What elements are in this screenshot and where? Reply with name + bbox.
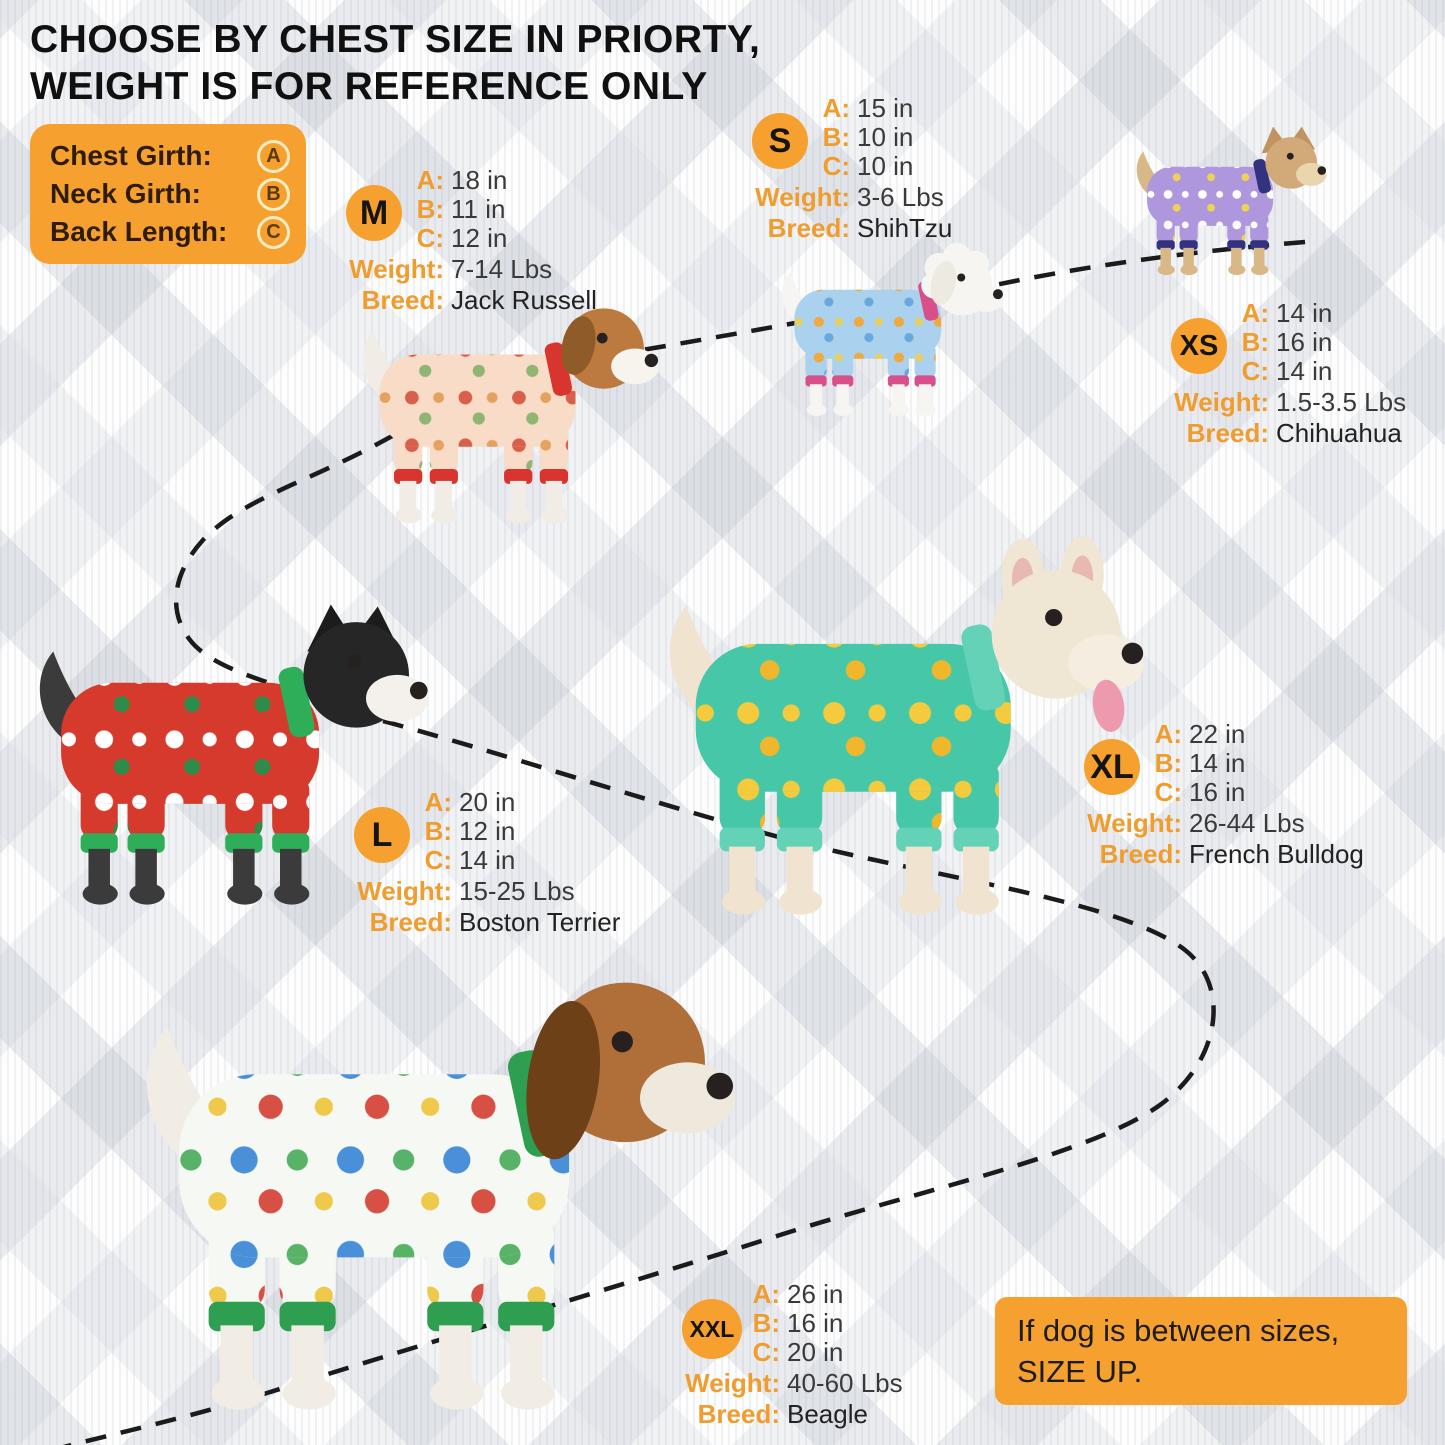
circled-b-icon: B bbox=[257, 178, 290, 211]
weight-label: Weight: bbox=[1174, 387, 1269, 417]
neck-value: 14 in bbox=[1189, 748, 1246, 778]
weight-label: Weight: bbox=[357, 876, 452, 906]
neck-value: 12 in bbox=[459, 816, 516, 846]
breed-value: Beagle bbox=[787, 1399, 868, 1429]
breed-label: Breed: bbox=[369, 907, 452, 937]
size-up-note bbox=[995, 1297, 1407, 1405]
chest-label: A: bbox=[416, 165, 444, 195]
chest-label: A: bbox=[1154, 719, 1182, 749]
chest-value: 26 in bbox=[787, 1279, 844, 1309]
chest-value: 18 in bbox=[451, 165, 508, 195]
chest-label: A: bbox=[822, 93, 850, 123]
weight-label: Weight: bbox=[1087, 808, 1182, 838]
chest-value: 15 in bbox=[857, 93, 914, 123]
weight-value: 40-60 Lbs bbox=[787, 1368, 903, 1398]
neck-label: B: bbox=[822, 122, 850, 152]
back-value: 20 in bbox=[787, 1337, 844, 1367]
back-label: C: bbox=[416, 223, 444, 253]
legend-label-neck: Neck Girth: bbox=[50, 178, 201, 209]
size-badge-xl: XL bbox=[1084, 739, 1140, 795]
weight-label: Weight: bbox=[755, 182, 850, 212]
size-badge-xs: XS bbox=[1171, 318, 1227, 374]
note-line-2: SIZE UP. bbox=[1017, 1354, 1143, 1389]
neck-label: B: bbox=[424, 816, 452, 846]
chest-value: 20 in bbox=[459, 787, 516, 817]
breed-value: Chihuahua bbox=[1276, 418, 1402, 448]
neck-label: B: bbox=[416, 194, 444, 224]
breed-label: Breed: bbox=[1186, 418, 1269, 448]
circled-a-icon: A bbox=[257, 140, 290, 173]
chest-value: 22 in bbox=[1189, 719, 1246, 749]
size-info-xxl bbox=[668, 1279, 903, 1428]
legend-row-chest bbox=[50, 137, 290, 175]
breed-value: ShihTzu bbox=[857, 213, 953, 243]
neck-value: 16 in bbox=[787, 1308, 844, 1338]
weight-value: 15-25 Lbs bbox=[459, 876, 575, 906]
dog-illustration-chihuahua bbox=[1128, 112, 1338, 294]
breed-label: Breed: bbox=[767, 213, 850, 243]
page-title bbox=[30, 16, 760, 110]
weight-value: 3-6 Lbs bbox=[857, 182, 944, 212]
breed-label: Breed: bbox=[361, 285, 444, 315]
back-value: 16 in bbox=[1189, 777, 1246, 807]
measurement-legend bbox=[30, 124, 306, 264]
back-value: 12 in bbox=[451, 223, 508, 253]
neck-value: 10 in bbox=[857, 122, 914, 152]
breed-value: Boston Terrier bbox=[459, 907, 621, 937]
back-label: C: bbox=[822, 151, 850, 181]
legend-row-neck bbox=[50, 175, 290, 213]
chest-label: A: bbox=[424, 787, 452, 817]
back-label: C: bbox=[1241, 356, 1269, 386]
legend-label-back: Back Length: bbox=[50, 216, 228, 247]
weight-label: Weight: bbox=[685, 1368, 780, 1398]
breed-value: French Bulldog bbox=[1189, 839, 1364, 869]
neck-label: B: bbox=[1241, 327, 1269, 357]
size-badge-l: L bbox=[354, 807, 410, 863]
size-badge-xxl: XXL bbox=[682, 1299, 742, 1359]
back-value: 14 in bbox=[1276, 356, 1333, 386]
breed-value: Jack Russell bbox=[451, 285, 597, 315]
back-label: C: bbox=[1154, 777, 1182, 807]
breed-label: Breed: bbox=[1099, 839, 1182, 869]
weight-value: 1.5-3.5 Lbs bbox=[1276, 387, 1407, 417]
size-badge-s: S bbox=[752, 113, 808, 169]
chest-label: A: bbox=[752, 1279, 780, 1309]
weight-value: 7-14 Lbs bbox=[451, 254, 553, 284]
size-info-xl bbox=[1070, 719, 1364, 868]
back-value: 10 in bbox=[857, 151, 914, 181]
dog-illustration-jack-russell bbox=[348, 292, 678, 530]
weight-label: Weight: bbox=[349, 254, 444, 284]
back-label: C: bbox=[424, 845, 452, 875]
back-value: 14 in bbox=[459, 845, 516, 875]
size-badge-m: M bbox=[346, 185, 402, 241]
breed-label: Breed: bbox=[697, 1399, 780, 1429]
chest-label: A: bbox=[1241, 298, 1269, 328]
dog-illustration-shihtzu bbox=[772, 243, 1017, 421]
size-info-xs bbox=[1157, 298, 1406, 447]
title-line-2: WEIGHT IS FOR REFERENCE ONLY bbox=[30, 65, 708, 108]
title-line-1: CHOOSE BY CHEST SIZE IN PRIORTY, bbox=[30, 18, 761, 61]
neck-value: 11 in bbox=[451, 194, 506, 224]
neck-label: B: bbox=[1154, 748, 1182, 778]
weight-value: 26-44 Lbs bbox=[1189, 808, 1305, 838]
back-label: C: bbox=[752, 1337, 780, 1367]
chest-value: 14 in bbox=[1276, 298, 1333, 328]
legend-label-chest: Chest Girth: bbox=[50, 140, 212, 171]
size-info-m bbox=[332, 165, 597, 314]
circled-c-icon: C bbox=[257, 216, 290, 249]
size-info-l bbox=[340, 787, 620, 936]
size-info-s bbox=[738, 93, 952, 242]
neck-label: B: bbox=[752, 1308, 780, 1338]
note-line-1: If dog is between sizes, bbox=[1017, 1313, 1340, 1348]
neck-value: 16 in bbox=[1276, 327, 1333, 357]
legend-row-back bbox=[50, 213, 290, 251]
